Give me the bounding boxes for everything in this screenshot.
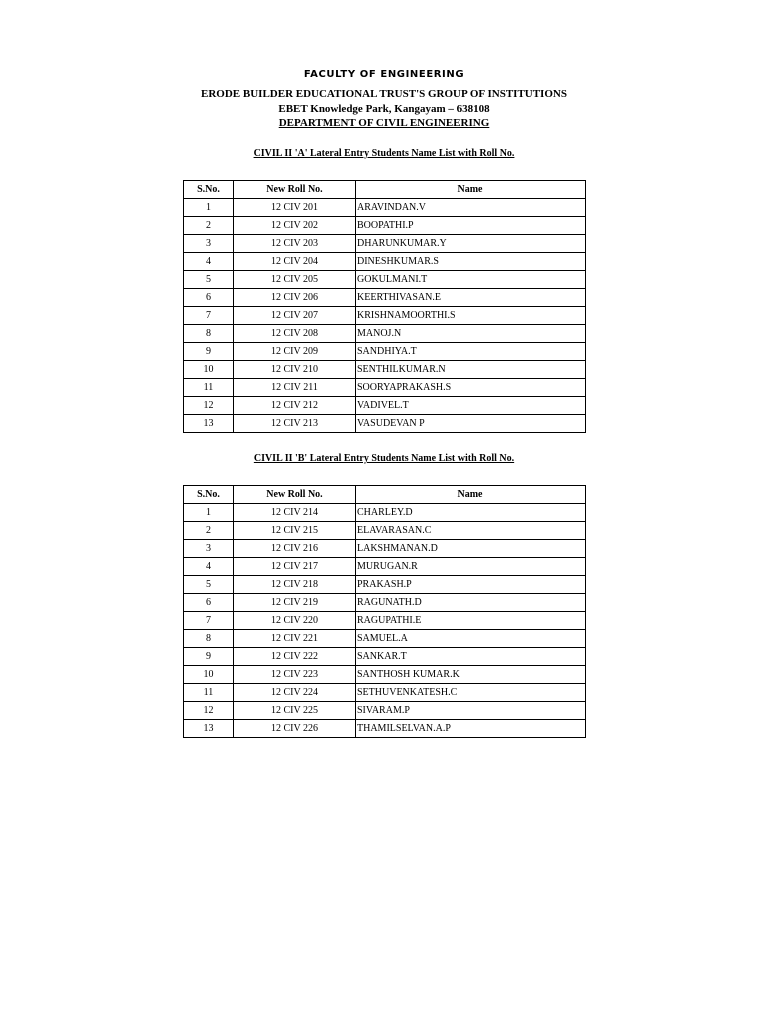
- row-name: THAMILSELVAN.A.P: [356, 720, 586, 738]
- row-roll-no: 12 CIV 220: [234, 612, 356, 630]
- row-name: LAKSHMANAN.D: [356, 540, 586, 558]
- row-name: VASUDEVAN P: [356, 415, 586, 433]
- row-sno: 12: [184, 702, 234, 720]
- row-roll-no: 12 CIV 209: [234, 343, 356, 361]
- department-heading-text: DEPARTMENT OF CIVIL ENGINEERING: [278, 117, 490, 129]
- table-row: [184, 684, 586, 702]
- row-name: SOORYAPRAKASH.S: [356, 379, 586, 397]
- row-roll-no: 12 CIV 224: [234, 684, 356, 702]
- row-sno: 5: [184, 576, 234, 594]
- section-a-title: CIVIL II 'A' Lateral Entry Students Name List with Roll No.: [253, 148, 515, 159]
- department-heading: [0, 116, 768, 130]
- row-name: RAGUNATH.D: [356, 594, 586, 612]
- row-name: SENTHILKUMAR.N: [356, 361, 586, 379]
- row-name: SANDHIYA.T: [356, 343, 586, 361]
- row-roll-no: 12 CIV 208: [234, 325, 356, 343]
- column-header-name: Name: [356, 181, 586, 199]
- row-name: VADIVEL.T: [356, 397, 586, 415]
- row-sno: 8: [184, 325, 234, 343]
- table-row: [184, 576, 586, 594]
- row-name: KRISHNAMOORTHI.S: [356, 307, 586, 325]
- table-row: [184, 325, 586, 343]
- row-roll-no: 12 CIV 204: [234, 253, 356, 271]
- row-name: SAMUEL.A: [356, 630, 586, 648]
- row-roll-no: 12 CIV 215: [234, 522, 356, 540]
- row-name: ARAVINDAN.V: [356, 199, 586, 217]
- table-row: [184, 540, 586, 558]
- table-row: [184, 720, 586, 738]
- row-name: SANKAR.T: [356, 648, 586, 666]
- table-row: [184, 217, 586, 235]
- row-roll-no: 12 CIV 211: [234, 379, 356, 397]
- row-sno: 10: [184, 361, 234, 379]
- column-header-sno: S.No.: [184, 181, 234, 199]
- column-header-roll: New Roll No.: [234, 181, 356, 199]
- row-sno: 6: [184, 594, 234, 612]
- row-roll-no: 12 CIV 206: [234, 289, 356, 307]
- row-sno: 7: [184, 612, 234, 630]
- row-roll-no: 12 CIV 219: [234, 594, 356, 612]
- row-sno: 9: [184, 343, 234, 361]
- faculty-heading: FACULTY OF ENGINEERING: [303, 69, 465, 80]
- row-name: SANTHOSH KUMAR.K: [356, 666, 586, 684]
- table-row: [184, 630, 586, 648]
- table-row: [184, 648, 586, 666]
- row-name: RAGUPATHI.E: [356, 612, 586, 630]
- table-row: [184, 397, 586, 415]
- row-name: CHARLEY.D: [356, 504, 586, 522]
- row-roll-no: 12 CIV 226: [234, 720, 356, 738]
- table-row: [184, 271, 586, 289]
- row-roll-no: 12 CIV 203: [234, 235, 356, 253]
- row-roll-no: 12 CIV 202: [234, 217, 356, 235]
- table-row: [184, 289, 586, 307]
- table-row: [184, 558, 586, 576]
- row-roll-no: 12 CIV 210: [234, 361, 356, 379]
- row-name: SETHUVENKATESH.C: [356, 684, 586, 702]
- table-row: [184, 666, 586, 684]
- row-sno: 2: [184, 522, 234, 540]
- section-b-title: CIVIL II 'B' Lateral Entry Students Name List with Roll No.: [253, 453, 515, 464]
- row-name: PRAKASH.P: [356, 576, 586, 594]
- section-b-table: [183, 485, 586, 738]
- table-header-row: [184, 486, 586, 504]
- table-row: [184, 594, 586, 612]
- section-a-table: [183, 180, 586, 433]
- table-row: [184, 415, 586, 433]
- row-roll-no: 12 CIV 201: [234, 199, 356, 217]
- institution-address: EBET Knowledge Park, Kangayam – 638108: [278, 103, 490, 115]
- row-sno: 11: [184, 379, 234, 397]
- column-header-name: Name: [356, 486, 586, 504]
- row-sno: 2: [184, 217, 234, 235]
- section-b-rows: [184, 504, 586, 738]
- row-name: DHARUNKUMAR.Y: [356, 235, 586, 253]
- row-name: SIVARAM.P: [356, 702, 586, 720]
- row-sno: 12: [184, 397, 234, 415]
- row-roll-no: 12 CIV 223: [234, 666, 356, 684]
- row-roll-no: 12 CIV 225: [234, 702, 356, 720]
- row-name: KEERTHIVASAN.E: [356, 289, 586, 307]
- table-row: [184, 612, 586, 630]
- row-name: GOKULMANI.T: [356, 271, 586, 289]
- row-sno: 1: [184, 504, 234, 522]
- row-roll-no: 12 CIV 217: [234, 558, 356, 576]
- row-sno: 4: [184, 253, 234, 271]
- row-name: MANOJ.N: [356, 325, 586, 343]
- section-a-rows: [184, 199, 586, 433]
- table-row: [184, 253, 586, 271]
- row-sno: 3: [184, 540, 234, 558]
- row-sno: 10: [184, 666, 234, 684]
- column-header-sno: S.No.: [184, 486, 234, 504]
- row-sno: 1: [184, 199, 234, 217]
- row-sno: 8: [184, 630, 234, 648]
- row-sno: 3: [184, 235, 234, 253]
- table-row: [184, 702, 586, 720]
- table-row: [184, 199, 586, 217]
- row-roll-no: 12 CIV 218: [234, 576, 356, 594]
- row-sno: 11: [184, 684, 234, 702]
- row-roll-no: 12 CIV 212: [234, 397, 356, 415]
- row-name: MURUGAN.R: [356, 558, 586, 576]
- table-header-row: [184, 181, 586, 199]
- row-sno: 4: [184, 558, 234, 576]
- row-name: BOOPATHI.P: [356, 217, 586, 235]
- table-row: [184, 522, 586, 540]
- column-header-roll: New Roll No.: [234, 486, 356, 504]
- row-roll-no: 12 CIV 205: [234, 271, 356, 289]
- row-sno: 13: [184, 415, 234, 433]
- table-row: [184, 343, 586, 361]
- row-sno: 5: [184, 271, 234, 289]
- row-roll-no: 12 CIV 222: [234, 648, 356, 666]
- table-row: [184, 361, 586, 379]
- trust-name: ERODE BUILDER EDUCATIONAL TRUST'S GROUP OF INSTITUTIONS: [201, 88, 567, 100]
- table-row: [184, 504, 586, 522]
- row-roll-no: 12 CIV 207: [234, 307, 356, 325]
- row-sno: 13: [184, 720, 234, 738]
- table-row: [184, 379, 586, 397]
- row-roll-no: 12 CIV 221: [234, 630, 356, 648]
- table-row: [184, 235, 586, 253]
- row-sno: 6: [184, 289, 234, 307]
- row-sno: 7: [184, 307, 234, 325]
- row-name: ELAVARASAN.C: [356, 522, 586, 540]
- row-name: DINESHKUMAR.S: [356, 253, 586, 271]
- row-roll-no: 12 CIV 213: [234, 415, 356, 433]
- row-roll-no: 12 CIV 214: [234, 504, 356, 522]
- table-row: [184, 307, 586, 325]
- row-sno: 9: [184, 648, 234, 666]
- row-roll-no: 12 CIV 216: [234, 540, 356, 558]
